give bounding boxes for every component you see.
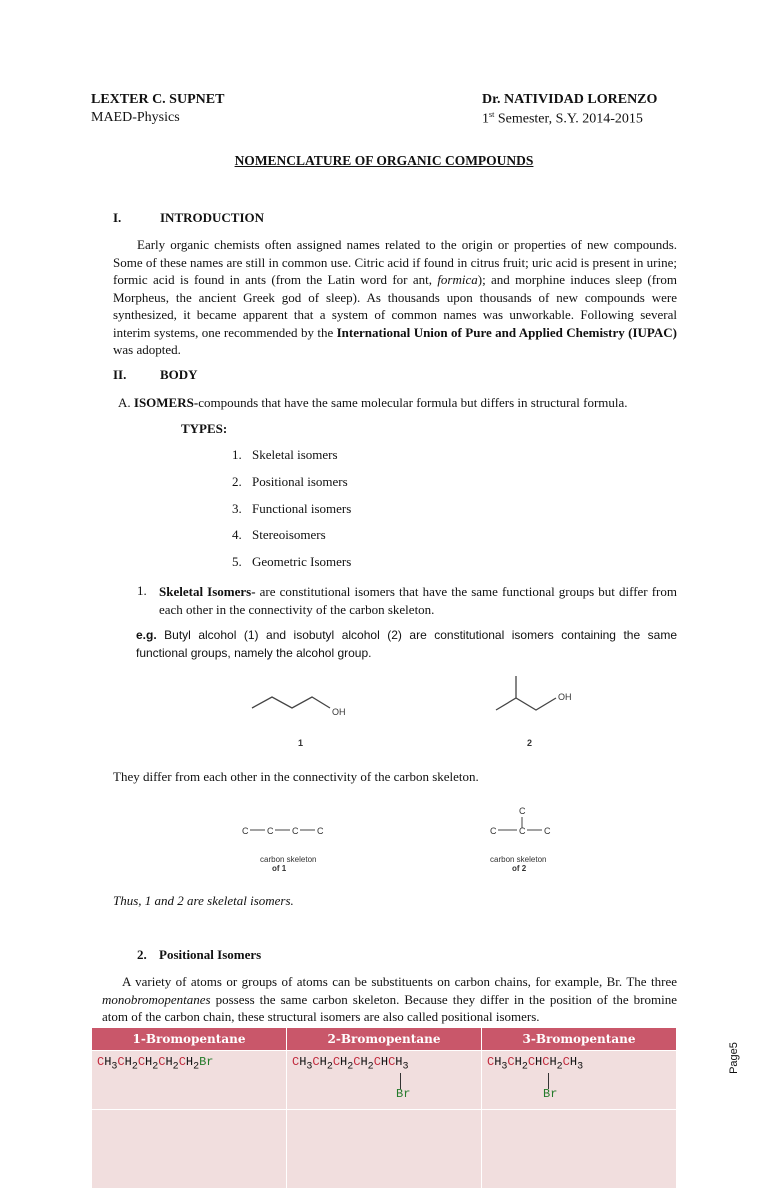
skeleton-caption: of 2	[512, 864, 527, 873]
table-row	[92, 1051, 677, 1110]
skeletal-conclusion: Thus, 1 and 2 are skeletal isomers.	[113, 893, 294, 908]
isomers-definition: A. ISOMERS-compounds that have the same molecular formula but differs in structural formula.	[118, 395, 628, 410]
carbon-skeleton-2	[488, 800, 568, 880]
skeleton-caption: carbon skeleton	[490, 855, 547, 864]
professor-name: Dr. NATIVIDAD LORENZO	[482, 92, 658, 107]
semester: 1st Semester, S.Y. 2014-2015	[482, 110, 643, 127]
table-row	[92, 1110, 677, 1189]
carbon-atom: C	[490, 826, 497, 836]
section-number-intro: I.	[113, 210, 122, 225]
skeletal-example: e.g. Butyl alcohol (1) and isobutyl alcohol (2) are constitutional isomers containing the same functional groups, namely the alcohol group.	[136, 628, 677, 660]
list-item: 1. Skeletal isomers	[232, 447, 338, 462]
carbon-atom: C	[292, 826, 299, 836]
table-cell	[92, 1110, 287, 1189]
carbon-atom: C	[242, 826, 249, 836]
author-program: MAED-Physics	[91, 110, 180, 125]
list-item: 4. Stereoisomers	[232, 527, 326, 542]
positional-paragraph: A variety of atoms or groups of atoms can be substituents on carbon chains, for example, Br. The three monobromopentanes possess the same carbon skeleton. Because they differ in the position of the bromine atom of the carbon chain, these structural isomers are also called positional isomers.	[102, 974, 677, 1024]
carbon-atom: C	[267, 826, 274, 836]
author-name: LEXTER C. SUPNET	[91, 92, 225, 107]
positional-title: Positional Isomers	[159, 947, 262, 962]
page-title: NOMENCLATURE OF ORGANIC COMPOUNDS	[234, 153, 534, 168]
table-cell	[482, 1110, 677, 1189]
section-number-body: II.	[113, 367, 127, 382]
table-header-row	[92, 1028, 677, 1051]
section-title-intro: INTRODUCTION	[160, 210, 265, 225]
section-title-body: BODY	[160, 367, 198, 382]
bromine-substituent: Br	[543, 1087, 558, 1101]
positional-number: 2.	[137, 947, 147, 962]
skeletal-number: 1.	[137, 583, 147, 598]
isobutyl-alcohol-structure	[494, 670, 584, 750]
carbon-skeleton-1	[240, 820, 340, 880]
skeleton-caption: carbon skeleton	[260, 855, 317, 864]
bromopentane-table	[91, 1027, 677, 1189]
hydroxyl-label: OH	[332, 707, 346, 717]
formula-3-bromopentane: $CH_3CH_2CHCH_2CH_3$ Br	[482, 1051, 677, 1110]
butyl-alcohol-structure	[250, 680, 360, 750]
skeletal-definition: Skeletal Isomers- are constitutional isomers that have the same functional groups but differ from each other in the connectivity of the carbon skeleton.	[159, 584, 677, 617]
structure-label-1: 1	[298, 738, 304, 748]
formula-2-bromopentane: $CH_3CH_2CH_2CH_2CHCH_3$ Br	[287, 1051, 482, 1110]
page-number: Page5	[728, 1042, 740, 1074]
carbon-chain-bond	[252, 697, 330, 708]
list-item: 5. Geometric Isomers	[232, 554, 352, 569]
list-item: 2. Positional isomers	[232, 474, 348, 489]
bromine-substituent: Br	[396, 1087, 411, 1101]
types-label: TYPES:	[181, 421, 228, 436]
table-header-cell: 3-Bromopentane	[482, 1028, 677, 1051]
table-header-cell: 2-Bromopentane	[287, 1028, 482, 1051]
skeleton-caption: of 1	[272, 864, 287, 873]
table-cell	[287, 1110, 482, 1189]
carbon-chain-bond	[496, 698, 556, 710]
formula-1-bromopentane: $CH_3CH_2CH_2CH_2CH_2Br$	[92, 1051, 287, 1110]
structure-label-2: 2	[527, 738, 533, 748]
intro-paragraph: Early organic chemists often assigned names related to the origin or properties of new compounds. Some of these names are still in common use. Citric acid if found in citrus fruit; uric acid is present in urine; formic acid is found in ants (from the Latin word for ant, formica); and morphine induces sleep (from Morpheus, the ancient Greek god of sleep). As thousands upon thousands of new compounds were synthesized, it became apparent that a system of common names was unworkable. Following several interim systems, one recommended by the International Union of Pure and Applied Chemistry (IUPAC) was adopted.	[113, 237, 677, 357]
list-item: 3. Functional isomers	[232, 501, 352, 516]
carbon-atom: C	[519, 806, 526, 816]
carbon-atom: C	[544, 826, 551, 836]
connectivity-sentence: They differ from each other in the connectivity of the carbon skeleton.	[113, 769, 479, 784]
carbon-atom: C	[317, 826, 324, 836]
hydroxyl-label: OH	[558, 692, 572, 702]
carbon-atom: C	[519, 826, 526, 836]
table-header-cell: 1-Bromopentane	[92, 1028, 287, 1051]
